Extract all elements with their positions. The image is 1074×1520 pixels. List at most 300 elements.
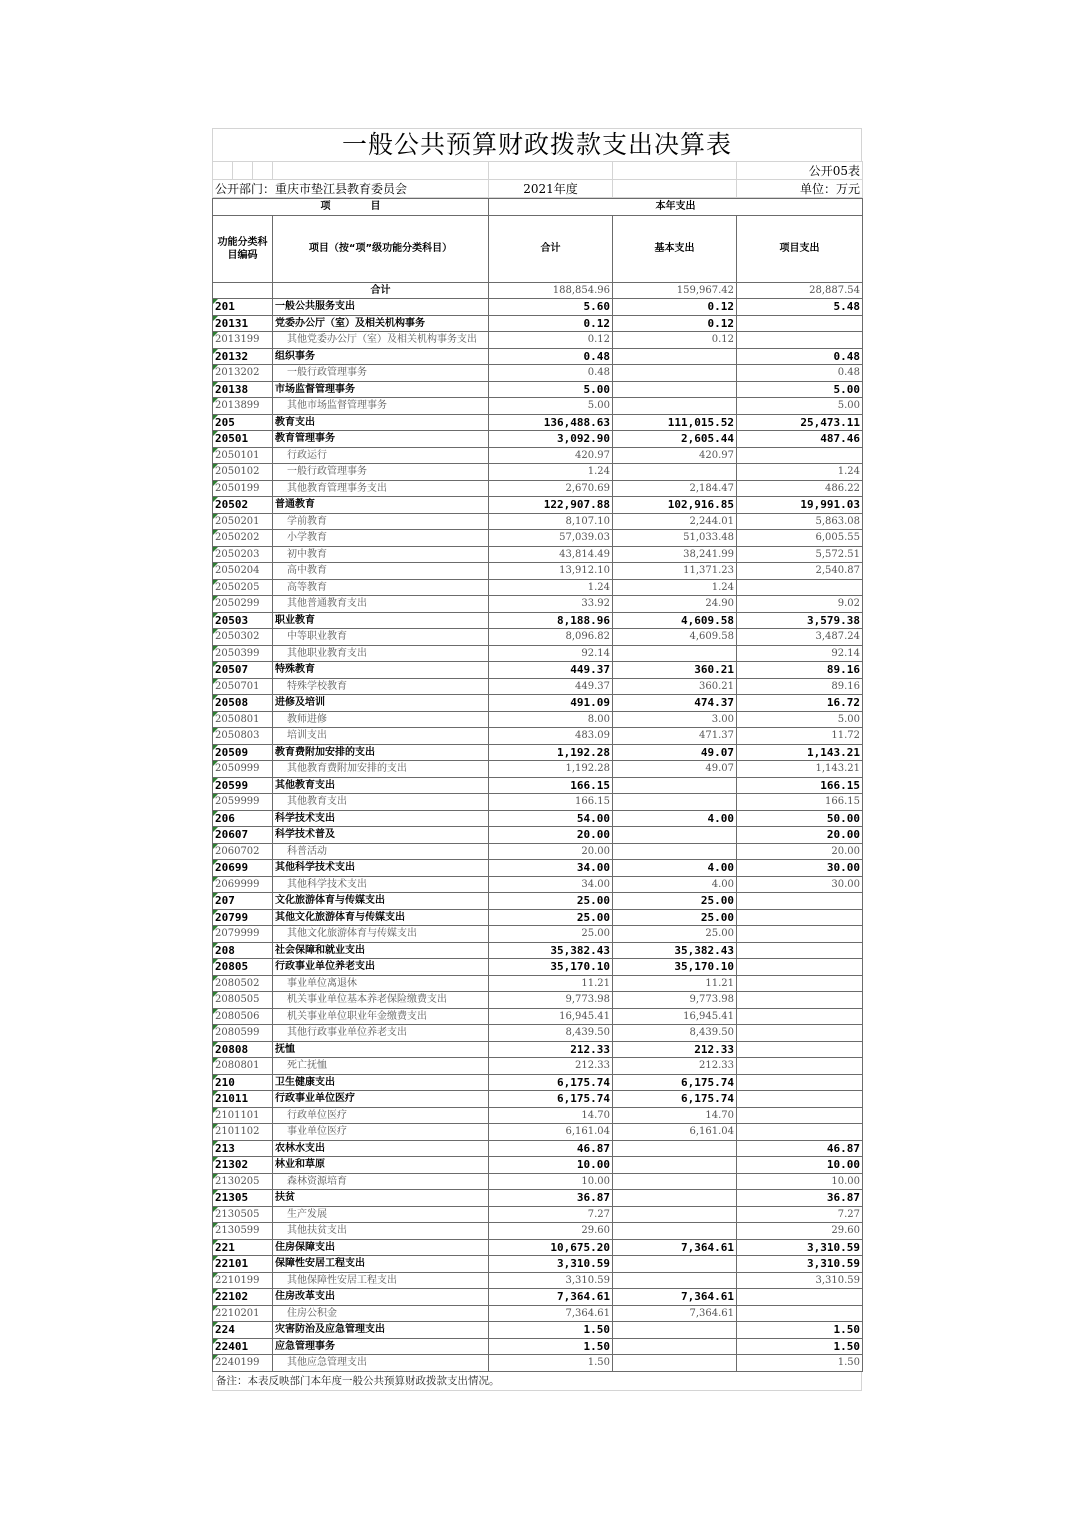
row-total: 34.00 — [489, 860, 613, 877]
row-total: 3,310.59 — [489, 1256, 613, 1273]
row-code: 2130205 — [213, 1173, 273, 1190]
row-code: 201 — [213, 299, 273, 316]
row-code: 2130505 — [213, 1206, 273, 1223]
table-row — [213, 942, 863, 959]
row-total: 36.87 — [489, 1190, 613, 1207]
row-basic: 8,439.50 — [613, 1025, 737, 1042]
row-project: 5.00 — [737, 381, 863, 398]
table-row — [213, 315, 863, 332]
row-name: 科学技术普及 — [273, 827, 489, 844]
row-code: 208 — [213, 942, 273, 959]
row-basic: 0.12 — [613, 332, 737, 349]
row-code: 20607 — [213, 827, 273, 844]
row-total: 8,188.96 — [489, 612, 613, 629]
row-total: 212.33 — [489, 1058, 613, 1075]
row-total: 29.60 — [489, 1223, 613, 1240]
row-name: 抚恤 — [273, 1041, 489, 1058]
row-total: 54.00 — [489, 810, 613, 827]
row-name: 其他普通教育支出 — [273, 596, 489, 613]
row-total: 1,192.28 — [489, 761, 613, 778]
row-code: 2080801 — [213, 1058, 273, 1075]
row-code: 2101102 — [213, 1124, 273, 1141]
row-code: 2050399 — [213, 645, 273, 662]
row-name: 其他职业教育支出 — [273, 645, 489, 662]
total-label: 合计 — [273, 282, 489, 299]
row-name: 住房公积金 — [273, 1305, 489, 1322]
row-code: 2050204 — [213, 563, 273, 580]
row-name: 住房保障支出 — [273, 1239, 489, 1256]
row-code: 2050205 — [213, 579, 273, 596]
row-total: 92.14 — [489, 645, 613, 662]
row-total: 5.00 — [489, 381, 613, 398]
row-code: 2060702 — [213, 843, 273, 860]
row-project — [737, 909, 863, 926]
table-row — [213, 563, 863, 580]
row-code: 22102 — [213, 1289, 273, 1306]
row-basic: 7,364.61 — [613, 1289, 737, 1306]
header-name: 项目（按“项”级功能分类科目） — [273, 215, 489, 282]
row-code: 205 — [213, 414, 273, 431]
row-name: 初中教育 — [273, 546, 489, 563]
row-name: 特殊教育 — [273, 662, 489, 679]
row-code: 20799 — [213, 909, 273, 926]
row-basic: 49.07 — [613, 761, 737, 778]
row-project: 486.22 — [737, 480, 863, 497]
row-code: 20132 — [213, 348, 273, 365]
row-total: 3,310.59 — [489, 1272, 613, 1289]
row-project: 1.50 — [737, 1355, 863, 1372]
row-code: 2050201 — [213, 513, 273, 530]
row-total: 0.48 — [489, 365, 613, 382]
row-code: 2013199 — [213, 332, 273, 349]
table-row — [213, 332, 863, 349]
row-basic: 420.97 — [613, 447, 737, 464]
total-total: 188,854.96 — [489, 282, 613, 299]
header-total: 合计 — [489, 215, 613, 282]
row-basic: 11,371.23 — [613, 563, 737, 580]
row-project: 10.00 — [737, 1157, 863, 1174]
row-total: 9,773.98 — [489, 992, 613, 1009]
row-basic — [613, 843, 737, 860]
table-row — [213, 299, 863, 316]
table-row — [213, 843, 863, 860]
header-row-1 — [213, 199, 863, 216]
table-row — [213, 1041, 863, 1058]
header-project-expenditure: 项目支出 — [737, 215, 863, 282]
row-total: 20.00 — [489, 827, 613, 844]
table-row — [213, 579, 863, 596]
table-row — [213, 629, 863, 646]
row-basic — [613, 645, 737, 662]
row-name: 事业单位离退休 — [273, 975, 489, 992]
row-total: 5.00 — [489, 398, 613, 415]
row-basic — [613, 777, 737, 794]
row-basic: 25.00 — [613, 926, 737, 943]
row-basic: 2,605.44 — [613, 431, 737, 448]
row-basic: 25.00 — [613, 909, 737, 926]
row-basic — [613, 1140, 737, 1157]
row-name: 教师进修 — [273, 711, 489, 728]
row-code: 2050101 — [213, 447, 273, 464]
row-code: 21302 — [213, 1157, 273, 1174]
table-row — [213, 794, 863, 811]
row-total: 5.60 — [489, 299, 613, 316]
row-name: 其他教育支出 — [273, 777, 489, 794]
row-project: 6,005.55 — [737, 530, 863, 547]
row-basic — [613, 1355, 737, 1372]
row-basic — [613, 365, 737, 382]
row-total: 0.12 — [489, 332, 613, 349]
row-name: 小学教育 — [273, 530, 489, 547]
row-name: 其他应急管理支出 — [273, 1355, 489, 1372]
row-total: 57,039.03 — [489, 530, 613, 547]
row-basic: 7,364.61 — [613, 1239, 737, 1256]
row-total: 10,675.20 — [489, 1239, 613, 1256]
row-total: 3,092.90 — [489, 431, 613, 448]
row-project: 89.16 — [737, 678, 863, 695]
table-row — [213, 860, 863, 877]
row-basic: 9,773.98 — [613, 992, 737, 1009]
row-project: 2,540.87 — [737, 563, 863, 580]
table-row — [213, 414, 863, 431]
row-total: 35,382.43 — [489, 942, 613, 959]
row-basic: 49.07 — [613, 744, 737, 761]
row-project: 1.50 — [737, 1322, 863, 1339]
row-code: 2050999 — [213, 761, 273, 778]
row-name: 保障性安居工程支出 — [273, 1256, 489, 1273]
row-project: 0.48 — [737, 348, 863, 365]
row-basic: 4.00 — [613, 876, 737, 893]
expenditure-table — [212, 198, 863, 1372]
row-name: 机关事业单位职业年金缴费支出 — [273, 1008, 489, 1025]
row-name: 文化旅游体育与传媒支出 — [273, 893, 489, 910]
row-total: 33.92 — [489, 596, 613, 613]
row-code: 20805 — [213, 959, 273, 976]
row-total: 1.24 — [489, 464, 613, 481]
table-row — [213, 992, 863, 1009]
row-basic: 16,945.41 — [613, 1008, 737, 1025]
row-name: 特殊学校教育 — [273, 678, 489, 695]
row-basic: 6,175.74 — [613, 1074, 737, 1091]
row-basic: 111,015.52 — [613, 414, 737, 431]
row-basic: 35,170.10 — [613, 959, 737, 976]
row-total: 166.15 — [489, 794, 613, 811]
row-total: 7,364.61 — [489, 1305, 613, 1322]
row-name: 林业和草原 — [273, 1157, 489, 1174]
row-code: 2130599 — [213, 1223, 273, 1240]
row-code: 2080502 — [213, 975, 273, 992]
row-name: 灾害防治及应急管理支出 — [273, 1322, 489, 1339]
row-name: 培训支出 — [273, 728, 489, 745]
row-code: 2050102 — [213, 464, 273, 481]
row-basic: 360.21 — [613, 678, 737, 695]
row-basic — [613, 827, 737, 844]
table-row — [213, 1173, 863, 1190]
row-project — [737, 1008, 863, 1025]
row-basic: 212.33 — [613, 1058, 737, 1075]
row-code: 2050203 — [213, 546, 273, 563]
table-row — [213, 1107, 863, 1124]
row-project: 29.60 — [737, 1223, 863, 1240]
row-code: 20503 — [213, 612, 273, 629]
row-project: 3,310.59 — [737, 1256, 863, 1273]
row-basic — [613, 464, 737, 481]
table-row — [213, 695, 863, 712]
row-code: 20509 — [213, 744, 273, 761]
table-row — [213, 893, 863, 910]
row-project: 11.72 — [737, 728, 863, 745]
table-row — [213, 365, 863, 382]
row-name: 行政单位医疗 — [273, 1107, 489, 1124]
row-basic — [613, 1256, 737, 1273]
row-basic: 24.90 — [613, 596, 737, 613]
row-basic: 51,033.48 — [613, 530, 737, 547]
row-project: 46.87 — [737, 1140, 863, 1157]
row-code: 20131 — [213, 315, 273, 332]
row-total: 2,670.69 — [489, 480, 613, 497]
row-name: 死亡抚恤 — [273, 1058, 489, 1075]
row-name: 党委办公厅（室）及相关机构事务 — [273, 315, 489, 332]
header-code: 功能分类科目编码 — [213, 215, 273, 282]
row-total: 1,192.28 — [489, 744, 613, 761]
table-row — [213, 645, 863, 662]
row-project: 3,310.59 — [737, 1239, 863, 1256]
row-code: 2079999 — [213, 926, 273, 943]
row-project — [737, 579, 863, 596]
row-basic — [613, 348, 737, 365]
row-total: 6,175.74 — [489, 1074, 613, 1091]
row-project: 30.00 — [737, 876, 863, 893]
row-total: 8,096.82 — [489, 629, 613, 646]
row-basic — [613, 1272, 737, 1289]
row-code: 2050302 — [213, 629, 273, 646]
row-project — [737, 1025, 863, 1042]
row-basic: 0.12 — [613, 315, 737, 332]
table-row — [213, 1190, 863, 1207]
table-row — [213, 612, 863, 629]
table-row — [213, 1338, 863, 1355]
row-name: 一般行政管理事务 — [273, 365, 489, 382]
row-project: 89.16 — [737, 662, 863, 679]
row-basic: 360.21 — [613, 662, 737, 679]
footnote: 备注：本表反映部门本年度一般公共预算财政拨款支出情况。 — [212, 1372, 862, 1391]
row-project — [737, 315, 863, 332]
table-row — [213, 810, 863, 827]
table-row — [213, 959, 863, 976]
row-name: 其他市场监督管理事务 — [273, 398, 489, 415]
row-total: 46.87 — [489, 1140, 613, 1157]
row-basic: 4,609.58 — [613, 612, 737, 629]
row-name: 科学技术支出 — [273, 810, 489, 827]
row-total: 1.50 — [489, 1355, 613, 1372]
row-code: 224 — [213, 1322, 273, 1339]
row-code: 2101101 — [213, 1107, 273, 1124]
table-row — [213, 926, 863, 943]
row-total: 122,907.88 — [489, 497, 613, 514]
row-basic: 0.12 — [613, 299, 737, 316]
row-total: 166.15 — [489, 777, 613, 794]
row-code: 2050701 — [213, 678, 273, 695]
row-project: 166.15 — [737, 794, 863, 811]
row-basic — [613, 1157, 737, 1174]
row-basic: 38,241.99 — [613, 546, 737, 563]
row-total: 0.48 — [489, 348, 613, 365]
row-name: 其他科学技术支出 — [273, 860, 489, 877]
row-code: 20808 — [213, 1041, 273, 1058]
row-total: 43,814.49 — [489, 546, 613, 563]
table-row — [213, 381, 863, 398]
row-project — [737, 1058, 863, 1075]
row-basic — [613, 794, 737, 811]
header-project: 项 目 — [213, 199, 489, 216]
table-row — [213, 1008, 863, 1025]
row-basic: 11.21 — [613, 975, 737, 992]
table-row — [213, 1206, 863, 1223]
row-name: 其他文化旅游体育与传媒支出 — [273, 909, 489, 926]
row-basic: 102,916.85 — [613, 497, 737, 514]
row-name: 其他保障性安居工程支出 — [273, 1272, 489, 1289]
row-name: 其他文化旅游体育与传媒支出 — [273, 926, 489, 943]
row-project — [737, 926, 863, 943]
row-code: 20699 — [213, 860, 273, 877]
table-row — [213, 1289, 863, 1306]
row-project: 5.48 — [737, 299, 863, 316]
row-project: 5,863.08 — [737, 513, 863, 530]
row-name: 事业单位医疗 — [273, 1124, 489, 1141]
row-code: 20138 — [213, 381, 273, 398]
table-row — [213, 744, 863, 761]
row-code: 2210199 — [213, 1272, 273, 1289]
table-row — [213, 431, 863, 448]
row-code: 210 — [213, 1074, 273, 1091]
row-basic: 3.00 — [613, 711, 737, 728]
row-basic: 7,364.61 — [613, 1305, 737, 1322]
row-basic — [613, 381, 737, 398]
row-project — [737, 959, 863, 976]
row-name: 高中教育 — [273, 563, 489, 580]
row-project: 3,310.59 — [737, 1272, 863, 1289]
table-row — [213, 1157, 863, 1174]
table-row — [213, 1322, 863, 1339]
table-row — [213, 546, 863, 563]
row-name: 行政事业单位养老支出 — [273, 959, 489, 976]
table-row — [213, 1091, 863, 1108]
row-total: 136,488.63 — [489, 414, 613, 431]
row-total: 491.09 — [489, 695, 613, 712]
row-name: 高等教育 — [273, 579, 489, 596]
row-project: 0.48 — [737, 365, 863, 382]
header-basic: 基本支出 — [613, 215, 737, 282]
row-total: 16,945.41 — [489, 1008, 613, 1025]
row-total: 35,170.10 — [489, 959, 613, 976]
budget-sheet — [212, 128, 862, 1391]
row-code: 2210201 — [213, 1305, 273, 1322]
row-code: 2050199 — [213, 480, 273, 497]
table-row — [213, 447, 863, 464]
row-name: 住房改革支出 — [273, 1289, 489, 1306]
row-total: 6,161.04 — [489, 1124, 613, 1141]
row-project: 1.24 — [737, 464, 863, 481]
row-code: 2069999 — [213, 876, 273, 893]
row-code: 206 — [213, 810, 273, 827]
row-name: 行政运行 — [273, 447, 489, 464]
row-code: 2080506 — [213, 1008, 273, 1025]
row-basic — [613, 1338, 737, 1355]
row-project — [737, 992, 863, 1009]
page-title: 一般公共预算财政拨款支出决算表 — [212, 128, 862, 161]
row-project: 10.00 — [737, 1173, 863, 1190]
row-project: 19,991.03 — [737, 497, 863, 514]
row-total: 25.00 — [489, 893, 613, 910]
row-name: 其他行政事业单位养老支出 — [273, 1025, 489, 1042]
row-name: 农林水支出 — [273, 1140, 489, 1157]
table-row — [213, 827, 863, 844]
row-total: 7,364.61 — [489, 1289, 613, 1306]
row-code: 20599 — [213, 777, 273, 794]
row-total: 14.70 — [489, 1107, 613, 1124]
row-code: 22101 — [213, 1256, 273, 1273]
row-project — [737, 1124, 863, 1141]
table-row — [213, 464, 863, 481]
row-code: 213 — [213, 1140, 273, 1157]
table-row — [213, 761, 863, 778]
row-name: 教育管理事务 — [273, 431, 489, 448]
row-code: 221 — [213, 1239, 273, 1256]
row-project — [737, 893, 863, 910]
row-total: 10.00 — [489, 1157, 613, 1174]
form-number: 公开05表 — [737, 162, 863, 180]
table-row — [213, 876, 863, 893]
row-basic: 6,161.04 — [613, 1124, 737, 1141]
row-name: 其他党委办公厅（室）及相关机构事务支出 — [273, 332, 489, 349]
row-project: 20.00 — [737, 843, 863, 860]
row-total: 13,912.10 — [489, 563, 613, 580]
row-project: 5.00 — [737, 398, 863, 415]
row-project: 36.87 — [737, 1190, 863, 1207]
unit-label: 单位：万元 — [737, 180, 863, 198]
row-total: 8,439.50 — [489, 1025, 613, 1042]
row-total: 449.37 — [489, 678, 613, 695]
row-name: 中等职业教育 — [273, 629, 489, 646]
row-code: 2059999 — [213, 794, 273, 811]
row-total: 11.21 — [489, 975, 613, 992]
row-project: 30.00 — [737, 860, 863, 877]
total-basic: 159,967.42 — [613, 282, 737, 299]
row-total: 0.12 — [489, 315, 613, 332]
row-total: 25.00 — [489, 909, 613, 926]
row-basic: 2,184.47 — [613, 480, 737, 497]
row-name: 职业教育 — [273, 612, 489, 629]
table-row — [213, 513, 863, 530]
row-total: 10.00 — [489, 1173, 613, 1190]
row-project — [737, 942, 863, 959]
row-code: 2240199 — [213, 1355, 273, 1372]
row-total: 1.24 — [489, 579, 613, 596]
table-row — [213, 1272, 863, 1289]
row-project: 92.14 — [737, 645, 863, 662]
row-code: 2013202 — [213, 365, 273, 382]
row-project: 7.27 — [737, 1206, 863, 1223]
row-project: 3,487.24 — [737, 629, 863, 646]
row-project — [737, 1107, 863, 1124]
row-name: 森林资源培育 — [273, 1173, 489, 1190]
table-row — [213, 1058, 863, 1075]
row-name: 其他教育管理事务支出 — [273, 480, 489, 497]
row-project — [737, 1041, 863, 1058]
row-name: 教育支出 — [273, 414, 489, 431]
row-name: 学前教育 — [273, 513, 489, 530]
row-basic: 6,175.74 — [613, 1091, 737, 1108]
